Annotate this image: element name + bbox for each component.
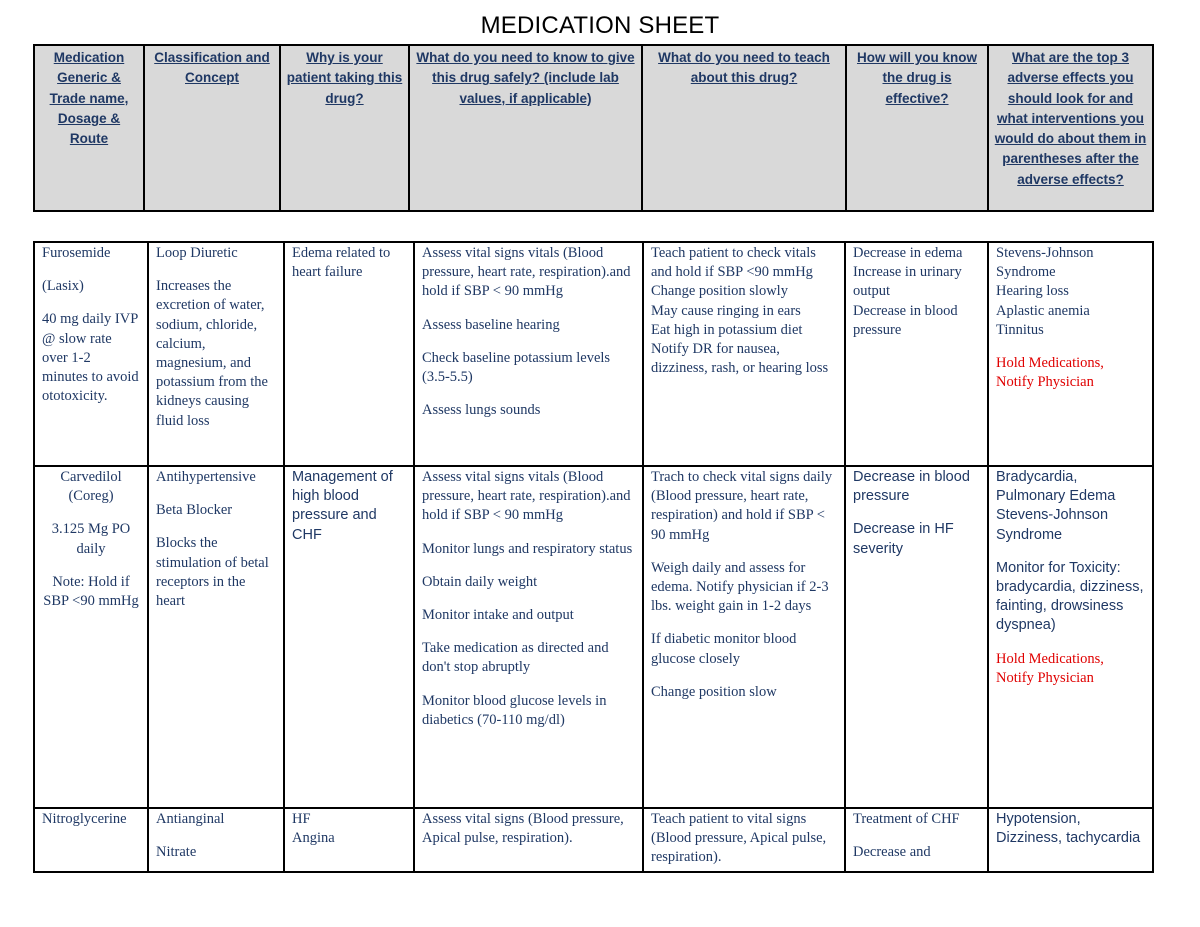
cell-reason bbox=[284, 466, 414, 808]
cell-medication bbox=[34, 242, 148, 466]
safety-item: Assess vital signs (Blood pressure, Apical pulse, respiration). bbox=[422, 811, 624, 847]
classification-subtype: Nitrate bbox=[156, 844, 197, 861]
teach-item: Notify DR for nausea, dizziness, rash, or hearing loss bbox=[651, 341, 829, 377]
adverse-item: Aplastic anemia bbox=[996, 302, 1090, 319]
classification-type: Antianginal bbox=[156, 811, 225, 827]
header-row bbox=[34, 45, 1153, 211]
cell-reason bbox=[284, 242, 414, 466]
effective-item: Decrease and bbox=[853, 844, 931, 861]
teach-item: Eat high in potassium diet bbox=[651, 321, 803, 338]
safety-item: Take medication as directed and don't stop abruptly bbox=[422, 640, 609, 676]
teach-item: Weigh daily and assess for edema. Notify physician if 2-3 lbs. weight gain in 1-2 days bbox=[651, 559, 829, 615]
teach-item: Teach patient to vital signs (Blood pressure, Apical pulse, respiration). bbox=[651, 811, 827, 866]
effective-item: Decrease in edema bbox=[853, 245, 963, 261]
intervention-text: Hold Medications, bbox=[996, 650, 1104, 667]
header-teaching: What do you need to teach about this drug? bbox=[642, 45, 846, 211]
classification-subtype: Beta Blocker bbox=[156, 502, 233, 519]
medication-note: Note: Hold if SBP <90 mmHg bbox=[43, 573, 139, 610]
cell-safety bbox=[414, 242, 643, 466]
teach-item: May cause ringing in ears bbox=[651, 302, 801, 319]
cell-effectiveness bbox=[845, 466, 988, 808]
medication-trade: (Lasix) bbox=[42, 278, 84, 295]
reason-text: Angina bbox=[292, 830, 335, 847]
safety-item: Monitor intake and output bbox=[422, 607, 574, 624]
cell-teaching bbox=[643, 242, 845, 466]
effective-item: Decrease in HF severity bbox=[853, 521, 954, 557]
medication-generic: Furosemide bbox=[42, 245, 111, 261]
safety-item: Assess vital signs vitals (Blood pressure, heart rate, respiration).and hold if SBP < 90 mmHg bbox=[422, 469, 631, 524]
teach-item: Change position slow bbox=[651, 683, 777, 700]
intervention-text: Notify Physician bbox=[996, 669, 1094, 686]
cell-teaching bbox=[643, 466, 845, 808]
header-adverse-effects: What are the top 3 adverse effects you should look for and what interventions you would do about them in parentheses after the adverse effects? bbox=[988, 45, 1153, 211]
cell-effectiveness bbox=[845, 808, 988, 872]
adverse-item: Stevens-Johnson Syndrome bbox=[996, 245, 1094, 281]
effective-item: Increase in urinary output bbox=[853, 264, 962, 300]
safety-item: Check baseline potassium levels (3.5-5.5) bbox=[422, 349, 611, 386]
effective-item: Decrease in blood pressure bbox=[853, 302, 958, 338]
effective-item: Decrease in blood pressure bbox=[853, 469, 970, 505]
table-row bbox=[34, 808, 1153, 872]
header-classification: Classification and Concept bbox=[144, 45, 280, 211]
cell-adverse-effects bbox=[988, 466, 1153, 808]
medication-generic: Carvedilol (Coreg) bbox=[60, 469, 122, 505]
header-table bbox=[33, 44, 1154, 212]
cell-teaching bbox=[643, 808, 845, 872]
table-row bbox=[34, 242, 1153, 466]
table-row bbox=[34, 466, 1153, 808]
adverse-item: Bradycardia, Pulmonary Edema Stevens-Johnson Syndrome bbox=[996, 469, 1116, 543]
cell-medication bbox=[34, 808, 148, 872]
effective-item: Treatment of CHF bbox=[853, 811, 960, 827]
adverse-item: Hearing loss bbox=[996, 283, 1069, 300]
safety-item: Monitor blood glucose levels in diabetics (70-110 mg/dl) bbox=[422, 692, 607, 728]
adverse-item: Monitor for Toxicity: bradycardia, dizziness, fainting, drowsiness dyspnea) bbox=[996, 559, 1144, 634]
teach-item: Teach patient to check vitals and hold if SBP <90 mmHg bbox=[651, 245, 816, 281]
classification-concept: Increases the excretion of water, sodium, chloride, calcium, magnesium, and potassium from the kidneys causing fluid loss bbox=[156, 278, 268, 429]
cell-adverse-effects bbox=[988, 242, 1153, 466]
page-title: MEDICATION SHEET bbox=[480, 12, 720, 39]
cell-classification bbox=[148, 242, 284, 466]
cell-reason bbox=[284, 808, 414, 872]
cell-safety bbox=[414, 808, 643, 872]
cell-medication bbox=[34, 466, 148, 808]
medication-dosage: 3.125 Mg PO daily bbox=[51, 521, 131, 557]
medication-generic: Nitroglycerine bbox=[42, 811, 127, 827]
safety-item: Monitor lungs and respiratory status bbox=[422, 540, 633, 557]
teach-item: Trach to check vital signs daily (Blood pressure, heart rate, respiration) and hold if SBP < 90 mmHg bbox=[651, 469, 833, 543]
header-medication: Medication Generic & Trade name, Dosage & Route bbox=[34, 45, 144, 211]
adverse-item: Tinnitus bbox=[996, 321, 1044, 338]
cell-adverse-effects bbox=[988, 808, 1153, 872]
header-reason: Why is your patient taking this drug? bbox=[280, 45, 409, 211]
safety-item: Assess vital signs vitals (Blood pressure, heart rate, respiration).and hold if SBP < 90 mmHg bbox=[422, 245, 631, 300]
cell-classification bbox=[148, 808, 284, 872]
intervention-text: Hold Medications, bbox=[996, 355, 1104, 372]
safety-item: Assess baseline hearing bbox=[422, 316, 560, 333]
reason-text: HF bbox=[292, 811, 311, 827]
safety-item: Assess lungs sounds bbox=[422, 402, 541, 419]
classification-concept: Blocks the stimulation of betal receptors in the heart bbox=[156, 535, 269, 610]
medication-dosage: 40 mg daily IVP @ slow rate over 1-2 minutes to avoid ototoxicity. bbox=[42, 311, 139, 405]
header-safety: What do you need to know to give this drug safely? (include lab values, if applicable) bbox=[409, 45, 642, 211]
intervention-text: Notify Physician bbox=[996, 374, 1094, 391]
adverse-item: Hypotension, Dizziness, tachycardia bbox=[996, 811, 1141, 847]
safety-item: Obtain daily weight bbox=[422, 573, 538, 590]
teach-item: If diabetic monitor blood glucose closely bbox=[651, 631, 797, 667]
reason-text: Edema related to heart failure bbox=[292, 245, 391, 281]
cell-classification bbox=[148, 466, 284, 808]
classification-type: Loop Diuretic bbox=[156, 245, 238, 261]
teach-item: Change position slowly bbox=[651, 283, 788, 300]
classification-type: Antihypertensive bbox=[156, 469, 256, 485]
cell-safety bbox=[414, 466, 643, 808]
medication-table bbox=[33, 241, 1154, 873]
header-effectiveness: How will you know the drug is effective? bbox=[846, 45, 988, 211]
cell-effectiveness bbox=[845, 242, 988, 466]
reason-text: Management of high blood pressure and CHF bbox=[292, 469, 393, 543]
